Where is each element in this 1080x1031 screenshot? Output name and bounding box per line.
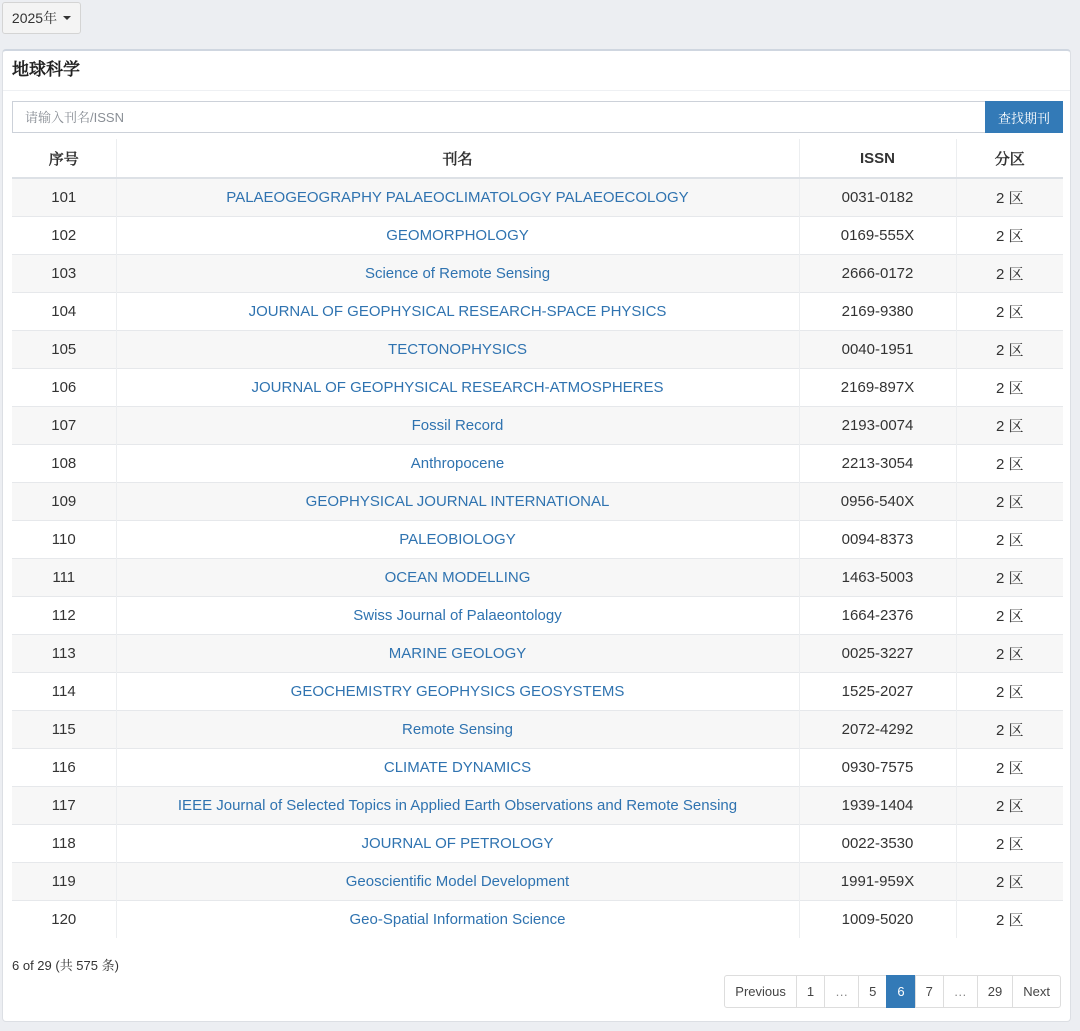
zone-cell: 2 区	[956, 254, 1063, 292]
table-row	[12, 748, 1063, 786]
zone-cell: 2 区	[956, 368, 1063, 406]
journal-name-cell	[116, 672, 799, 710]
year-dropdown-label: 2025年	[11, 10, 58, 26]
column-header-index[interactable]: 序号	[12, 139, 116, 178]
year-dropdown-button[interactable]	[2, 2, 81, 34]
issn-cell: 1939-1404	[799, 786, 956, 824]
row-index-cell: 114	[12, 672, 116, 710]
issn-cell: 2072-4292	[799, 710, 956, 748]
issn-cell: 1463-5003	[799, 558, 956, 596]
journal-name-cell	[116, 178, 799, 216]
table-row	[12, 330, 1063, 368]
row-index-cell: 106	[12, 368, 116, 406]
journal-name-cell	[116, 444, 799, 482]
journal-name-cell	[116, 368, 799, 406]
table-row	[12, 672, 1063, 710]
table-row	[12, 406, 1063, 444]
page-button-1[interactable]: 1	[796, 975, 825, 1008]
row-index-cell: 116	[12, 748, 116, 786]
journal-name-cell	[116, 558, 799, 596]
column-header-issn[interactable]: ISSN	[799, 139, 956, 178]
zone-cell: 2 区	[956, 444, 1063, 482]
issn-cell: 0956-540X	[799, 482, 956, 520]
journal-link[interactable]: PALEOBIOLOGY	[399, 530, 516, 548]
zone-cell: 2 区	[956, 178, 1063, 216]
row-index-cell: 112	[12, 596, 116, 634]
journal-link[interactable]: GEOCHEMISTRY GEOPHYSICS GEOSYSTEMS	[290, 682, 625, 700]
table-row	[12, 482, 1063, 520]
row-index-cell: 110	[12, 520, 116, 558]
journal-name-cell	[116, 710, 799, 748]
row-index-cell: 120	[12, 900, 116, 938]
table-row	[12, 710, 1063, 748]
column-header-name[interactable]: 刊名	[116, 139, 799, 178]
journal-link[interactable]: PALAEOGEOGRAPHY PALAEOCLIMATOLOGY PALAEOECOLOGY	[226, 188, 689, 206]
row-index-cell: 117	[12, 786, 116, 824]
row-index-cell: 108	[12, 444, 116, 482]
issn-cell: 0025-3227	[799, 634, 956, 672]
table-row	[12, 216, 1063, 254]
zone-cell: 2 区	[956, 786, 1063, 824]
journal-name-cell	[116, 292, 799, 330]
zone-cell: 2 区	[956, 862, 1063, 900]
table-row	[12, 292, 1063, 330]
row-index-cell: 111	[12, 558, 116, 596]
journal-link[interactable]: Swiss Journal of Palaeontology	[353, 606, 562, 624]
table-row	[12, 786, 1063, 824]
issn-cell: 1525-2027	[799, 672, 956, 710]
journal-link[interactable]: OCEAN MODELLING	[384, 568, 531, 586]
page-button-6[interactable]: 6	[886, 975, 915, 1008]
journal-name-cell	[116, 748, 799, 786]
table-row	[12, 254, 1063, 292]
search-button[interactable]: 查找期刊	[985, 101, 1063, 133]
issn-cell: 0094-8373	[799, 520, 956, 558]
table-row	[12, 444, 1063, 482]
search-input[interactable]	[12, 101, 985, 133]
row-index-cell: 102	[12, 216, 116, 254]
journal-link[interactable]: Anthropocene	[410, 454, 505, 472]
issn-cell: 2169-897X	[799, 368, 956, 406]
journal-link[interactable]: GEOMORPHOLOGY	[386, 226, 529, 244]
row-index-cell: 119	[12, 862, 116, 900]
journal-link[interactable]: CLIMATE DYNAMICS	[383, 758, 532, 776]
journal-link[interactable]: Science of Remote Sensing	[364, 264, 551, 282]
issn-cell: 0031-0182	[799, 178, 956, 216]
issn-cell: 1664-2376	[799, 596, 956, 634]
journal-name-cell	[116, 482, 799, 520]
issn-cell: 2666-0172	[799, 254, 956, 292]
journal-link[interactable]: MARINE GEOLOGY	[388, 644, 527, 662]
issn-cell: 2193-0074	[799, 406, 956, 444]
journal-name-cell	[116, 900, 799, 938]
zone-cell: 2 区	[956, 520, 1063, 558]
search-bar	[12, 101, 1063, 133]
journal-link[interactable]: Fossil Record	[411, 416, 504, 434]
table-row	[12, 824, 1063, 862]
pagination-ellipsis: …	[943, 975, 978, 1008]
zone-cell: 2 区	[956, 634, 1063, 672]
page-button-5[interactable]: 5	[858, 975, 887, 1008]
table-body	[12, 178, 1063, 938]
journal-name-cell	[116, 406, 799, 444]
journal-link[interactable]: GEOPHYSICAL JOURNAL INTERNATIONAL	[305, 492, 610, 510]
row-index-cell: 115	[12, 710, 116, 748]
zone-cell: 2 区	[956, 330, 1063, 368]
column-header-zone[interactable]: 分区	[956, 139, 1063, 178]
caret-down-icon	[63, 16, 71, 20]
page-button-7[interactable]: 7	[915, 975, 944, 1008]
zone-cell: 2 区	[956, 900, 1063, 938]
journal-link[interactable]: JOURNAL OF GEOPHYSICAL RESEARCH-SPACE PHYSICS	[248, 302, 667, 320]
issn-cell: 0169-555X	[799, 216, 956, 254]
row-index-cell: 109	[12, 482, 116, 520]
zone-cell: 2 区	[956, 292, 1063, 330]
journal-name-cell	[116, 330, 799, 368]
journal-name-cell	[116, 824, 799, 862]
journal-panel	[2, 49, 1071, 1022]
table-row	[12, 368, 1063, 406]
journal-name-cell	[116, 786, 799, 824]
pagination	[725, 975, 1061, 1008]
table-header-row	[12, 139, 1063, 178]
issn-cell: 0930-7575	[799, 748, 956, 786]
pagination-ellipsis: …	[824, 975, 859, 1008]
page-button-29[interactable]: 29	[977, 975, 1013, 1008]
journal-link[interactable]: Geoscientific Model Development	[345, 872, 570, 890]
zone-cell: 2 区	[956, 672, 1063, 710]
table-row	[12, 900, 1063, 938]
journal-name-cell	[116, 862, 799, 900]
journal-name-cell	[116, 216, 799, 254]
journal-link[interactable]: JOURNAL OF GEOPHYSICAL RESEARCH-ATMOSPHERES	[251, 378, 664, 396]
table-row	[12, 558, 1063, 596]
table-row	[12, 178, 1063, 216]
pagination-info: 6 of 29 (共 575 条)	[12, 958, 119, 973]
row-index-cell: 113	[12, 634, 116, 672]
journal-table	[12, 139, 1063, 938]
journal-link[interactable]: TECTONOPHYSICS	[388, 340, 527, 358]
zone-cell: 2 区	[956, 558, 1063, 596]
row-index-cell: 105	[12, 330, 116, 368]
zone-cell: 2 区	[956, 482, 1063, 520]
next-page-button[interactable]: Next	[1012, 975, 1061, 1008]
issn-cell: 1009-5020	[799, 900, 956, 938]
zone-cell: 2 区	[956, 596, 1063, 634]
journal-link[interactable]: Remote Sensing	[402, 720, 513, 738]
journal-link[interactable]: JOURNAL OF PETROLOGY	[361, 834, 554, 852]
row-index-cell: 104	[12, 292, 116, 330]
journal-name-cell	[116, 596, 799, 634]
table-row	[12, 634, 1063, 672]
row-index-cell: 107	[12, 406, 116, 444]
issn-cell: 0040-1951	[799, 330, 956, 368]
journal-name-cell	[116, 520, 799, 558]
panel-title: 地球科学	[3, 51, 1070, 91]
issn-cell: 0022-3530	[799, 824, 956, 862]
journal-name-cell	[116, 254, 799, 292]
table-row	[12, 520, 1063, 558]
previous-page-button[interactable]: Previous	[724, 975, 797, 1008]
zone-cell: 2 区	[956, 216, 1063, 254]
zone-cell: 2 区	[956, 748, 1063, 786]
zone-cell: 2 区	[956, 710, 1063, 748]
journal-link[interactable]: IEEE Journal of Selected Topics in Applied Earth Observations and Remote Sensing	[177, 796, 738, 814]
row-index-cell: 101	[12, 178, 116, 216]
journal-name-cell	[116, 634, 799, 672]
journal-link[interactable]: Geo-Spatial Information Science	[349, 910, 566, 928]
issn-cell: 2169-9380	[799, 292, 956, 330]
row-index-cell: 118	[12, 824, 116, 862]
zone-cell: 2 区	[956, 406, 1063, 444]
table-row	[12, 596, 1063, 634]
issn-cell: 2213-3054	[799, 444, 956, 482]
zone-cell: 2 区	[956, 824, 1063, 862]
issn-cell: 1991-959X	[799, 862, 956, 900]
row-index-cell: 103	[12, 254, 116, 292]
table-row	[12, 862, 1063, 900]
